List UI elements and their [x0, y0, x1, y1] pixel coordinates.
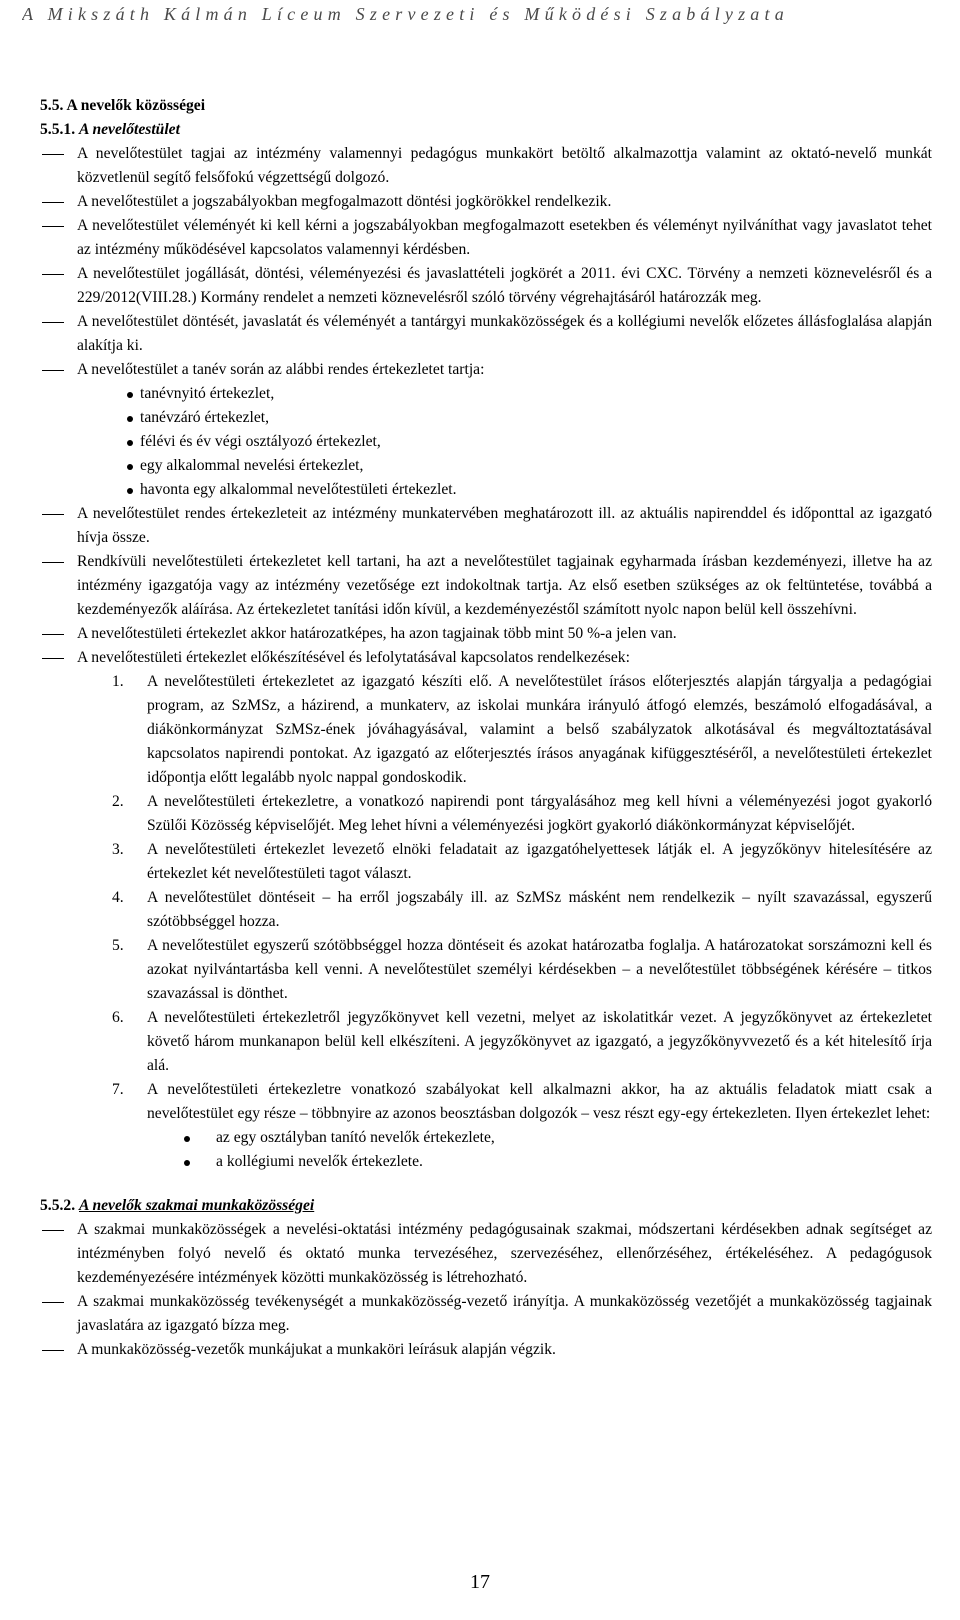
rule-number: 4. [112, 889, 124, 906]
subsection-number: 5.5.1. [40, 121, 76, 138]
rule-number: 5. [112, 937, 124, 954]
dash-item: A nevelőtestület a tanév során az alábbi rendes értekezletet tartja: [40, 358, 932, 382]
dash-item: A nevelőtestület rendes értekezleteit az intézmény munkatervében meghatározott ill. az aktuális napirenddel és időponttal az igazgató hívja össze. [40, 502, 932, 550]
meeting-bullet: havonta egy alkalommal nevelőtestületi értekezlet. [40, 478, 932, 502]
meeting-bullet: félévi és év végi osztályozó értekezlet, [40, 430, 932, 454]
document-header: A Mikszáth Kálmán Líceum Szervezeti és Működési Szabályzata [22, 4, 789, 24]
subsection-number: 5.5.2. [40, 1197, 76, 1214]
dash-item: A munkaközösség-vezetők munkájukat a munkaköri leírásuk alapján végzik. [40, 1338, 932, 1362]
meeting-bullet: tanévzáró értekezlet, [40, 406, 932, 430]
page-number: 17 [470, 1571, 490, 1593]
section-heading [40, 94, 932, 118]
dash-item: A nevelőtestület tagjai az intézmény valamennyi pedagógus munkakört betöltő alkalmazottja valamint az oktató-nevelő munkát közvetlenül segítő felsőfokú végzettségű dolgozó. [40, 142, 932, 190]
numbered-rule [40, 838, 932, 886]
section-title: A nevelők közösségei [66, 97, 206, 114]
subsection-title: A nevelőtestület [79, 121, 180, 138]
numbered-rule [40, 790, 932, 838]
numbered-rule [40, 934, 932, 1006]
numbered-rule [40, 1078, 932, 1126]
rule-text: A nevelőtestületi értekezletre vonatkozó szabályokat kell alkalmazni akkor, ha az aktuális feladatok miatt csak a nevelőtestület egy része – többnyire az azonos beosztásban dolgozók – vesz részt egy-egy értekezleten. Ilyen értekezlet lehet: [147, 1081, 932, 1122]
dash-item: A nevelőtestület döntését, javaslatát és véleményét a tantárgyi munkaközösségek és a kollégiumi nevelők előzetes állásfoglalása alapján alakítja ki. [40, 310, 932, 358]
dash-item: Rendkívüli nevelőtestületi értekezletet kell tartani, ha azt a nevelőtestület tagjainak egyharmada írásban kezdeményezi, illetve ha az intézmény igazgatója vagy az intézmény vezetősége ezt indokoltnak tartja. Az első esetben szükséges az ok feltüntetése, továbbá a kezdeményezők aláírása. Az értekezletet tanítási időn kívül, a kezdeményezéstől számított nyolc napon belül kell összehívni. [40, 550, 932, 622]
dash-item: A nevelőtestületi értekezlet előkészítésével és lefolytatásával kapcsolatos rendelkezések: [40, 646, 932, 670]
rule-text: A nevelőtestületi értekezletről jegyzőkönyvet kell vezetni, melyet az iskolatitkár vezet. A jegyzőkönyvet az értekezletet követő három munkanapon belül kell elkészíteni. A jegyzőkönyvet az igazgató, a jegyzőkönyvvezető és a két hitelesítő írja alá. [147, 1009, 932, 1074]
subsection-heading-1 [40, 118, 932, 142]
rule-number: 3. [112, 841, 124, 858]
dash-item: A nevelőtestület jogállását, döntési, véleményezési és javaslattételi jogkörét a 2011. évi CXC. Törvény a nemzeti köznevelésről és a 229/2012(VIII.28.) Kormány rendelet a nemzeti köznevelésről szóló törvény végrehajtásáról határozzák meg. [40, 262, 932, 310]
rule7-bullet: a kollégiumi nevelők értekezlete. [40, 1150, 932, 1174]
dash-item: A nevelőtestület véleményét ki kell kérni a jogszabályokban megfogalmazott esetekben és véleményt nyilváníthat vagy javaslatot tehet az intézmény működésével kapcsolatos valamennyi kérdésben. [40, 214, 932, 262]
rule-text: A nevelőtestületi értekezletet az igazgató készíti elő. A nevelőtestület írásos előterjesztés alapján tárgyalja a pedagógiai program, az SzMSz, a házirend, a munkaterv, az iskolai munkára irányuló átfogó elemzés, beszámoló elfogadásával, a diákönkormányzat SzMSz-ének jóváhagyásával, valamint a belső szabályzatok alkotásával és megváltoztatásával kapcsolatos napirendi pontokat. Az igazgató az előterjesztés írásos anyagának kifüggesztéséről, a nevelőtestületi értekezlet időpontja előtt legalább nyolc nappal gondoskodik. [147, 673, 932, 786]
dash-item: A szakmai munkaközösségek a nevelési-oktatási intézmény pedagógusainak szakmai, módszertani kérdésekben adnak segítséget az intézményben folyó nevelő és oktató munka tervezéséhez, szervezéséhez, ellenőrzéséhez, értékeléséhez. A pedagógusok kezdeményezésére intézmények közötti munkaközösség is létrehozható. [40, 1218, 932, 1290]
rule-number: 2. [112, 793, 124, 810]
rule-number: 1. [112, 673, 124, 690]
document-body [40, 94, 932, 1362]
section-number: 5.5. [40, 97, 64, 114]
numbered-rule [40, 1006, 932, 1078]
meeting-bullet: egy alkalommal nevelési értekezlet, [40, 454, 932, 478]
meeting-bullet: tanévnyitó értekezlet, [40, 382, 932, 406]
dash-item: A nevelőtestület a jogszabályokban megfogalmazott döntési jogkörökkel rendelkezik. [40, 190, 932, 214]
rule-number: 6. [112, 1009, 124, 1026]
dash-item: A nevelőtestületi értekezlet akkor határozatképes, ha azon tagjainak több mint 50 %-a jelen van. [40, 622, 932, 646]
rule-text: A nevelőtestület döntéseit – ha erről jogszabály ill. az SzMSz másként nem rendelkezik – nyílt szavazással, egyszerű szótöbbséggel hozza. [147, 889, 932, 930]
rule-text: A nevelőtestületi értekezletre, a vonatkozó napirendi pont tárgyalásához meg kell hívni a véleményezési jogot gyakorló Szülői Közösség képviselőjét. Meg lehet hívni a véleményezési jogkört gyakorló diákönkormányzat képviselőjét. [147, 793, 932, 834]
numbered-rule [40, 670, 932, 790]
numbered-rule [40, 886, 932, 934]
rule-number: 7. [112, 1081, 124, 1098]
subsection-title: A nevelők szakmai munkaközösségei [79, 1197, 315, 1214]
subsection-heading-2 [40, 1194, 932, 1218]
dash-item: A szakmai munkaközösség tevékenységét a munkaközösség-vezető irányítja. A munkaközösség vezetőjét a munkaközösség tagjainak javaslatára az igazgató bízza meg. [40, 1290, 932, 1338]
rule7-bullet: az egy osztályban tanító nevelők értekezlete, [40, 1126, 932, 1150]
rule-text: A nevelőtestület egyszerű szótöbbséggel hozza döntéseit és azokat határozatba foglalja. A határozatokat sorszámozni kell és azokat nyilvántartásba kell venni. A nevelőtestület személyi kérdésekben – a nevelőtestület többségének kérésére – titkos szavazással is dönthet. [147, 937, 932, 1002]
rule-text: A nevelőtestületi értekezlet levezető elnöki feladatait az igazgatóhelyettesek látják el. A jegyzőkönyv hitelesítésére az értekezlet két nevelőtestületi tagot választ. [147, 841, 932, 882]
